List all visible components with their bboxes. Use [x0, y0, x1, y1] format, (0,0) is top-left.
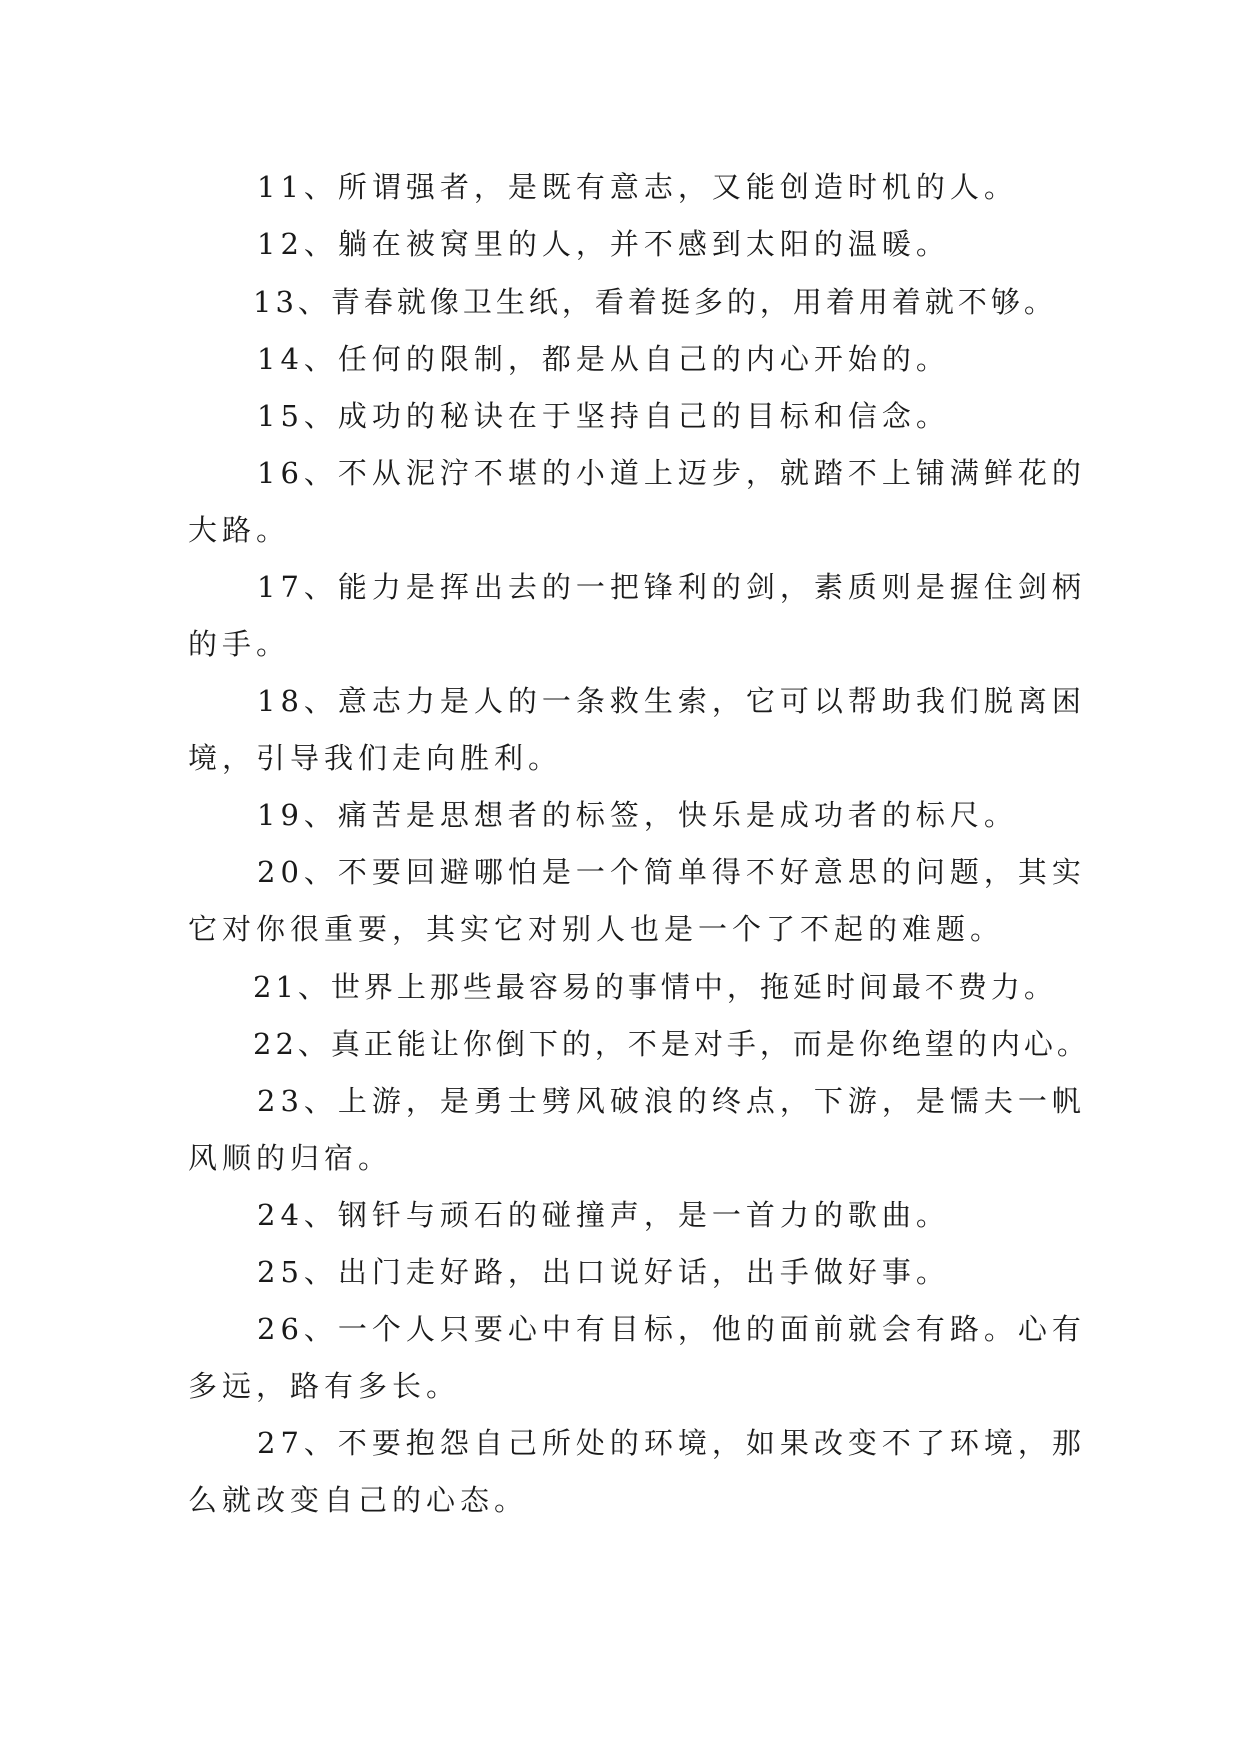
paragraph-20-line-2: 它对你很重要，其实它对别人也是一个了不起的难题。	[188, 912, 1005, 946]
paragraph-17-line-2: 的手。	[188, 627, 291, 661]
paragraph-18-line-2: 境，引导我们走向胜利。	[188, 741, 563, 775]
paragraph-11: 11、所谓强者，是既有意志，又能创造时机的人。	[257, 170, 1018, 204]
paragraph-20-line-1: 20、不要回避哪怕是一个简单得不好意思的问题，其实	[257, 855, 1086, 889]
paragraph-14: 14、任何的限制，都是从自己的内心开始的。	[257, 342, 950, 376]
paragraph-15: 15、成功的秘诀在于坚持自己的目标和信念。	[257, 399, 950, 433]
paragraph-17-line-1: 17、能力是挥出去的一把锋利的剑，素质则是握住剑柄	[257, 570, 1086, 604]
paragraph-21: 21、世界上那些最容易的事情中，拖延时间最不费力。	[253, 970, 1057, 1004]
paragraph-23-line-2: 风顺的归宿。	[188, 1141, 393, 1175]
paragraph-13: 13、青春就像卫生纸，看着挺多的，用着用着就不够。	[253, 285, 1057, 319]
paragraph-22: 22、真正能让你倒下的，不是对手，而是你绝望的内心。	[253, 1027, 1090, 1061]
paragraph-18-line-1: 18、意志力是人的一条救生索，它可以帮助我们脱离困	[257, 684, 1086, 718]
paragraph-25: 25、出门走好路，出口说好话，出手做好事。	[257, 1255, 950, 1289]
paragraph-16-line-1: 16、不从泥泞不堪的小道上迈步，就踏不上铺满鲜花的	[257, 456, 1086, 490]
paragraph-26-line-1: 26、一个人只要心中有目标，他的面前就会有路。心有	[257, 1312, 1086, 1346]
paragraph-19: 19、痛苦是思想者的标签，快乐是成功者的标尺。	[257, 798, 1018, 832]
paragraph-27-line-1: 27、不要抱怨自己所处的环境，如果改变不了环境，那	[257, 1426, 1086, 1460]
paragraph-27-line-2: 么就改变自己的心态。	[188, 1483, 529, 1517]
paragraph-16-line-2: 大路。	[188, 513, 291, 547]
paragraph-23-line-1: 23、上游，是勇士劈风破浪的终点，下游，是懦夫一帆	[257, 1084, 1086, 1118]
paragraph-12: 12、躺在被窝里的人，并不感到太阳的温暖。	[257, 227, 950, 261]
paragraph-26-line-2: 多远，路有多长。	[188, 1369, 461, 1403]
paragraph-24: 24、钢钎与顽石的碰撞声，是一首力的歌曲。	[257, 1198, 950, 1232]
